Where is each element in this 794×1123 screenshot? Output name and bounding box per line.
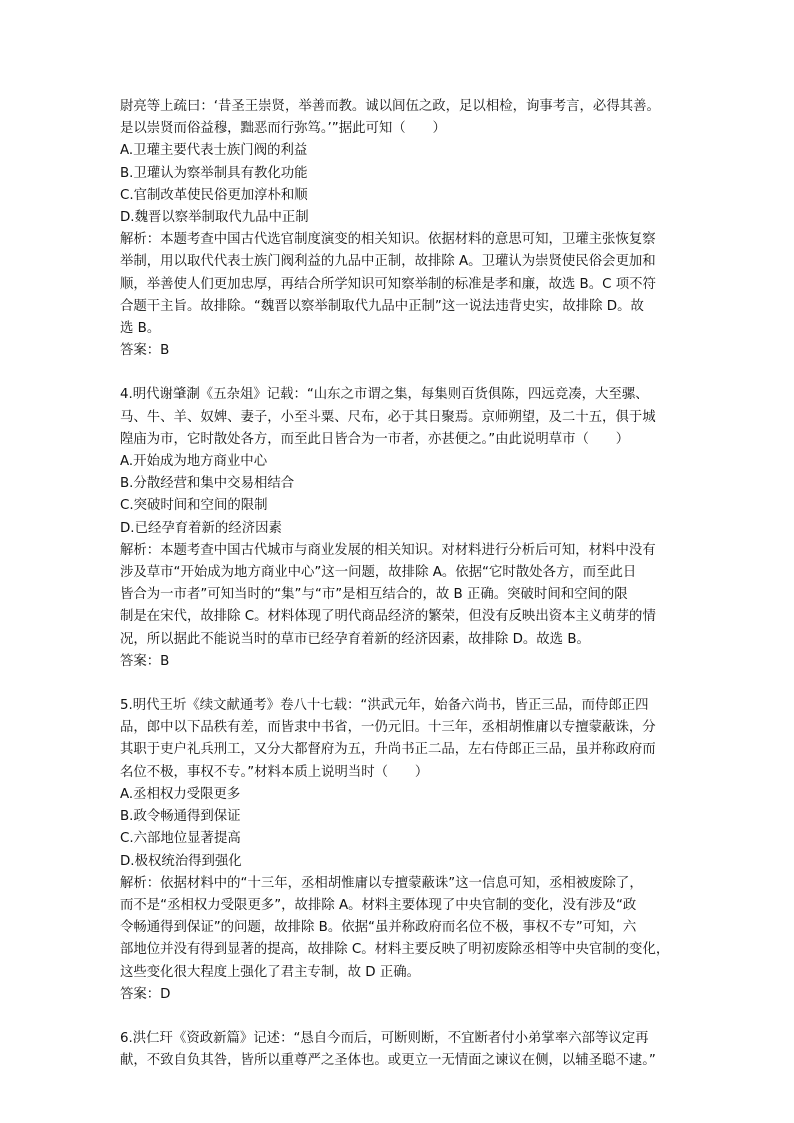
option-a: A.卫瓘主要代表士族门阀的利益: [120, 143, 308, 159]
option-b: B.政令畅通得到保证: [120, 809, 241, 825]
question-3-tail: [120, 96, 680, 362]
analysis-line: 这些变化很大程度上强化了君主专制，故 D 正确。: [120, 964, 421, 980]
paragraph-gap: [120, 1006, 680, 1028]
analysis-line: 皆合为一市者”可知当时的“集”与“市”是相互结合的，故 B 正确。突破时间和空间的限: [120, 587, 628, 603]
option-c: C.六部地位显著提高: [120, 831, 241, 847]
option-c: C.官制改革使民俗更加淳朴和顺: [120, 187, 308, 203]
option-d: D.魏晋以察举制取代九品中正制: [120, 210, 309, 226]
option-d: D.极权统治得到强化: [120, 853, 242, 869]
question-stem-line: 是以崇贤而俗益穆，黜恶而行弥笃。’”据此可知（ ）: [120, 121, 446, 137]
question-4: [120, 384, 680, 673]
analysis-line: 制是在宋代，故排除 C。材料体现了明代商品经济的繁荣，但没有反映出资本主义萌芽的情: [120, 609, 656, 625]
answer-line: 答案：B: [120, 343, 170, 359]
analysis-line: 合题干主旨。故排除。“魏晋以察举制取代九品中正制”这一说法违背史实，故排除 D。故: [120, 298, 644, 314]
paragraph-gap: [120, 673, 680, 695]
answer-line: 答案：D: [120, 986, 171, 1002]
question-stem-line: 6.洪仁玕《资政新篇》记述：“恳自今而后，可断则断，不宜断者付小弟掌率六部等议定再: [120, 1030, 649, 1046]
analysis-line: 选 B。: [120, 321, 161, 337]
question-stem-line: 4.明代谢肇淛《五杂俎》记载：“山东之市谓之集，每集则百货俱陈，四远竞凑，大至骡、: [120, 387, 649, 403]
question-stem-line: 隍庙为市，它时散处各方，而至此日皆合为一市者，亦甚便之。”由此说明草市（ ）: [120, 431, 630, 447]
option-a: A.开始成为地方商业中心: [120, 454, 268, 470]
option-d: D.已经孕育着新的经济因素: [120, 520, 282, 536]
analysis-line: 解析：本题考查中国古代选官制度演变的相关知识。依据材料的意思可知，卫瓘主张恢复察: [120, 232, 656, 248]
question-5: [120, 695, 680, 1006]
answer-line: 答案：B: [120, 653, 170, 669]
document-content: [120, 96, 680, 1072]
paragraph-gap: [120, 362, 680, 384]
question-stem-line: 品，郎中以下品秩有差，而皆隶中书省，一仍元旧。十三年，丞相胡惟庸以专擅蒙蔽诛，分: [120, 720, 656, 736]
analysis-line: 解析：依据材料中的“十三年，丞相胡惟庸以专擅蒙蔽诛”这一信息可知，丞相被废除了，: [120, 875, 643, 891]
analysis-line: 而不是“丞相权力受限更多”，故排除 A。材料主要体现了中央官制的变化，没有涉及“政: [120, 897, 637, 913]
question-stem-line: 马、牛、羊、奴婢、妻子，小至斗粟、尺布，必于其日聚焉。京师朔望，及二十五，俱于城: [120, 409, 656, 425]
question-stem-line: 尉亮等上疏曰：‘昔圣王崇贤，举善而教。诚以闾伍之政，足以相检，询事考言，必得其善。: [120, 99, 660, 114]
question-stem-line: 其职于吏户礼兵刑工，又分大都督府为五，升尚书正二品，左右侍郎正三品，虽并称政府而: [120, 742, 656, 758]
analysis-line: 部地位并没有得到显著的提高，故排除 C。材料主要反映了明初废除丞相等中央官制的变化，: [120, 942, 670, 958]
option-b: B.卫瓘认为察举制具有教化功能: [120, 165, 308, 181]
analysis-line: 解析：本题考查中国古代城市与商业发展的相关知识。对材料进行分析后可知，材料中没有: [120, 542, 656, 558]
option-c: C.突破时间和空间的限制: [120, 498, 268, 514]
question-stem-line: 献，不致自负其咎，皆所以重尊严之圣体也。或更立一无情面之谏议在侧，以辅圣聪不逮。”: [120, 1053, 656, 1069]
analysis-line: 举制，用以取代代表士族门阀利益的九品中正制，故排除 A。卫瓘认为崇贤使民俗会更加和: [120, 254, 656, 270]
analysis-line: 涉及草市“开始成为地方商业中心”这一问题，故排除 A。依据“它时散处各方，而至此日: [120, 565, 637, 581]
question-stem-line: 5.明代王圻《续文献通考》卷八十七载：“洪武元年，始备六尚书，皆正三品，而侍郎正四: [120, 698, 649, 714]
question-6: [120, 1028, 680, 1072]
analysis-line: 况，所以据此不能说当时的草市已经孕育着新的经济因素，故排除 D。故选 B。: [120, 631, 590, 647]
question-stem-line: 名位不极，事权不专。”材料本质上说明当时（ ）: [120, 764, 429, 780]
analysis-line: 令畅通得到保证”的问题，故排除 B。依据“虽并称政府而名位不极，事权不专”可知，六: [120, 920, 637, 936]
option-a: A.丞相权力受限更多: [120, 786, 241, 802]
option-b: B.分散经营和集中交易相结合: [120, 476, 295, 492]
analysis-line: 顺，举善使人们更加忠厚，再结合所学知识可知察举制的标准是孝和廉，故选 B。C 项不符: [120, 276, 656, 292]
